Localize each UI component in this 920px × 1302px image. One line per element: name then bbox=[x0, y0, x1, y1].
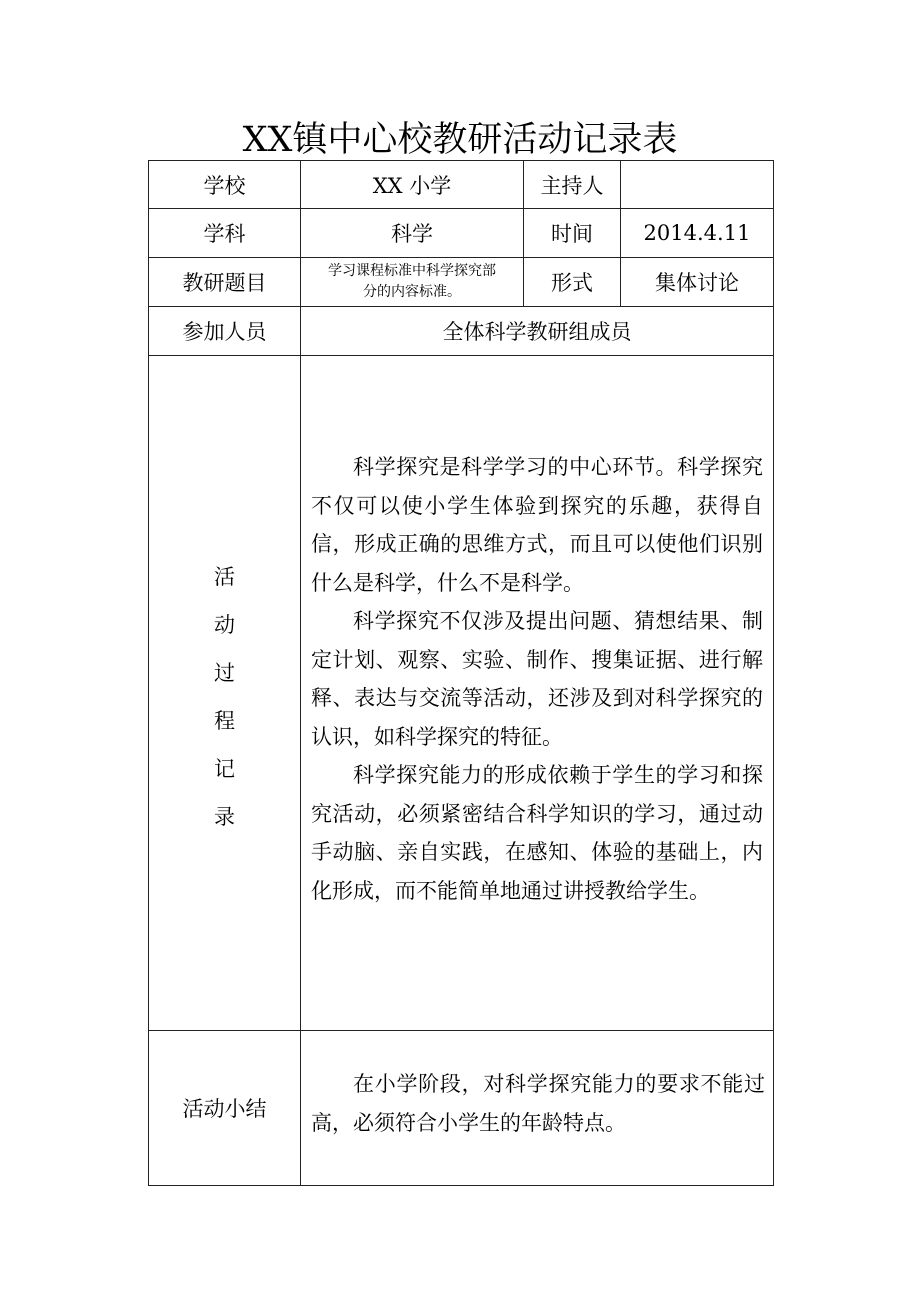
topic-label: 教研题目 bbox=[149, 258, 301, 307]
table-row bbox=[149, 1031, 774, 1186]
process-paragraph: 科学探究能力的形成依赖于学生的学习和探究活动，必须紧密结合科学知识的学习，通过动手动脑、亲自实践，在感知、体验的基础上，内化形成，而不能简单地通过讲授教给学生。 bbox=[311, 763, 763, 903]
process-label-char: 记 bbox=[214, 757, 235, 781]
process-label-char: 活 bbox=[214, 565, 235, 589]
topic-line-2: 分的内容标准。 bbox=[363, 284, 461, 300]
school-value: XX 小学 bbox=[301, 161, 524, 209]
school-label: 学校 bbox=[149, 161, 301, 209]
process-label bbox=[149, 356, 301, 1031]
summary-label: 活动小结 bbox=[149, 1031, 301, 1186]
form-label: 形式 bbox=[524, 258, 621, 307]
summary-paragraph: 在小学阶段，对科学探究能力的要求不能过高，必须符合小学生的年龄特点。 bbox=[311, 1072, 765, 1135]
topic-value bbox=[301, 258, 524, 307]
record-table bbox=[148, 160, 774, 1186]
subject-label: 学科 bbox=[149, 209, 301, 258]
participants-value: 全体科学教研组成员 bbox=[301, 307, 774, 356]
table-row bbox=[149, 356, 774, 1031]
process-content bbox=[301, 356, 774, 1031]
summary-content bbox=[301, 1031, 774, 1186]
time-label: 时间 bbox=[524, 209, 621, 258]
form-value: 集体讨论 bbox=[621, 258, 774, 307]
participants-label: 参加人员 bbox=[149, 307, 301, 356]
time-value: 2014.4.11 bbox=[621, 209, 774, 258]
topic-line-1: 学习课程标准中科学探究部 bbox=[328, 263, 496, 279]
process-paragraph: 科学探究不仅涉及提出问题、猜想结果、制定计划、观察、实验、制作、搜集证据、进行解释、表达与交流等活动，还涉及到对科学探究的认识，如科学探究的特征。 bbox=[311, 609, 763, 749]
process-label-char: 程 bbox=[214, 709, 235, 733]
subject-value: 科学 bbox=[301, 209, 524, 258]
host-label: 主持人 bbox=[524, 161, 621, 209]
page-title: XX镇中心校教研活动记录表 bbox=[242, 120, 678, 160]
table-row bbox=[149, 307, 774, 356]
process-paragraph: 科学探究是科学学习的中心环节。科学探究不仅可以使小学生体验到探究的乐趣，获得自信，形成正确的思维方式，而且可以使他们识别什么是科学，什么不是科学。 bbox=[311, 455, 763, 595]
table-row bbox=[149, 161, 774, 209]
process-label-char: 过 bbox=[214, 661, 235, 685]
table-row bbox=[149, 258, 774, 307]
host-value bbox=[621, 161, 774, 209]
process-label-char: 录 bbox=[214, 805, 235, 829]
table-row bbox=[149, 209, 774, 258]
process-label-char: 动 bbox=[214, 613, 235, 637]
